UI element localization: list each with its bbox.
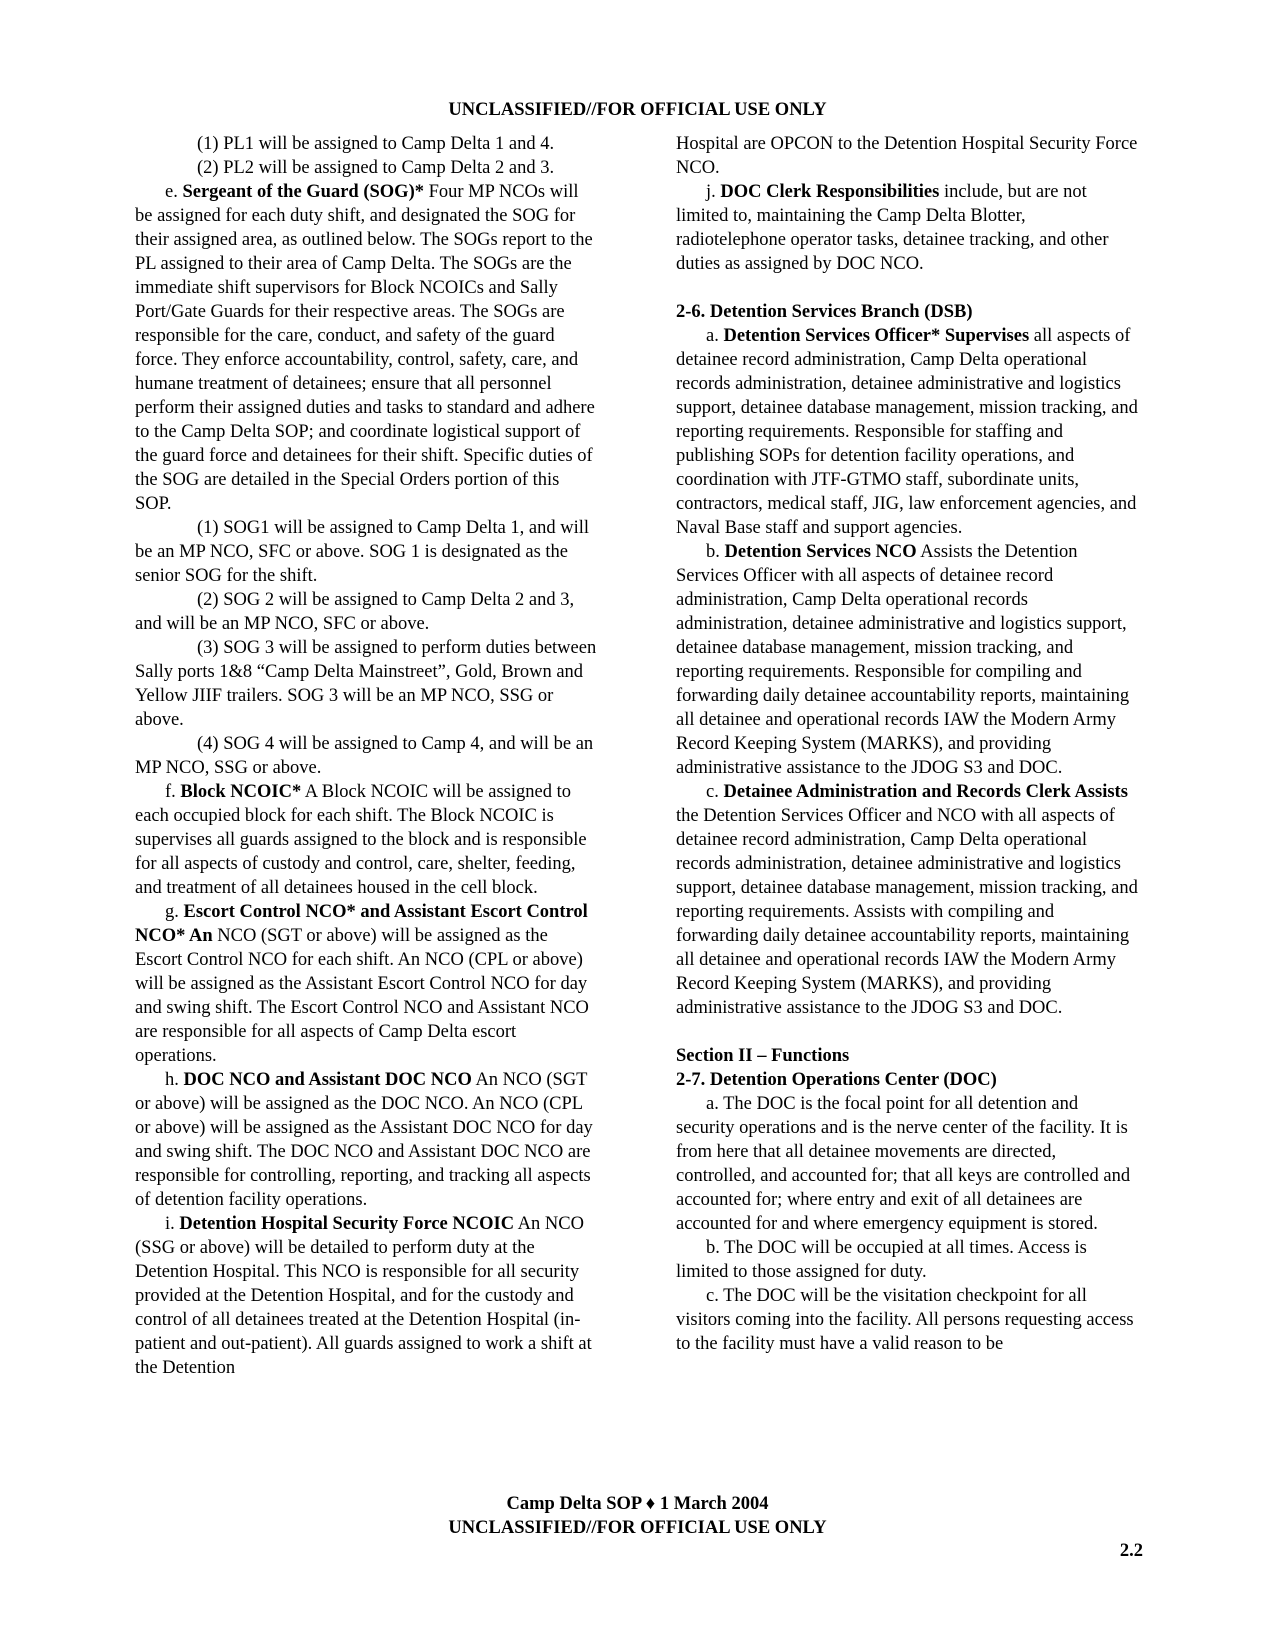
right-column [676,132,1140,1356]
item-title: Detainee Administration and Records Clerk Assists [723,782,1128,802]
item-text: Assists the Detention Services Officer with all aspects of detainee record administration, Camp Delta operational records administration, detainee administrative and logistics support, detainee database management, mission tracking, and reporting requirements. Responsible for compiling and forwarding daily detainee accountability reports, maintaining all detainee and operational records IAW the Modern Army Record Keeping System (MARKS), and providing administrative assistance to the JDOG S3 and DOC. [676,542,1130,778]
item-text: An NCO (SGT or above) will be assigned as the DOC NCO. An NCO (CPL or above) will be assigned as the Assistant DOC NCO for day and swing shift. The DOC NCO and Assistant DOC NCO are responsible for controlling, reporting, and tracking all aspects of detention facility operations. [135,1070,593,1210]
footer-classification: UNCLASSIFIED//FOR OFFICIAL USE ONLY [448,1518,827,1538]
paragraph-e2: (2) SOG 2 will be assigned to Camp Delta 2 and 3, and will be an MP NCO, SFC or above. [135,590,575,634]
item-title: Sergeant of the Guard (SOG)* [182,182,424,202]
item-title: Detention Hospital Security Force NCOIC [179,1214,515,1234]
paragraph-g [135,900,599,1068]
footer [0,1492,1275,1540]
paragraph-e3: (3) SOG 3 will be assigned to perform duties between Sally ports 1&8 “Camp Delta Mainstreet”, Gold, Brown and Yellow JIIF trailers. SOG 3 will be an MP NCO, SSG or above. [135,638,597,730]
item-title: Detention Services NCO [724,542,917,562]
item-title: Block NCOIC* [180,782,302,802]
paragraph-j [676,180,1140,276]
item-label: h. [165,1070,179,1090]
item-text: An NCO (SSG or above) will be detailed to perform duty at the Detention Hospital. This NCO is responsible for all security provided at the Detention Hospital, and for the custody and control of all detainees treated at the Detention Hospital (in-patient and out-patient). All guards assigned to work a shift at the Detention [135,1214,592,1378]
item-text: the Detention Services Officer and NCO with all aspects of detainee record administration, Camp Delta operational records administration, detainee administrative and logistics support, detainee database management, mission tracking, and reporting requirements. Assists with compiling and forwarding daily detainee accountability reports, maintaining all detainee and operational records IAW the Modern Army Record Keeping System (MARKS), and providing administrative assistance to the JDOG S3 and DOC. [676,806,1138,1018]
item-label: g. [165,902,179,922]
paragraph-e4: (4) SOG 4 will be assigned to Camp 4, and will be an MP NCO, SSG or above. [135,734,594,778]
item-label: f. [165,782,176,802]
paragraph-d1: (1) PL1 will be assigned to Camp Delta 1 and 4. [197,134,555,154]
item-label: a. [706,326,719,346]
item-title: DOC NCO and Assistant DOC NCO [183,1070,472,1090]
paragraph-i-continued: Hospital are OPCON to the Detention Hospital Security Force NCO. [676,134,1138,178]
section-heading-2-6: 2-6. Detention Services Branch (DSB) [676,302,973,322]
header-classification: UNCLASSIFIED//FOR OFFICIAL USE ONLY [448,100,827,120]
left-column [135,132,599,1380]
section-heading-2-7: 2-7. Detention Operations Center (DOC) [676,1070,997,1090]
spacer [676,276,1140,300]
item-title: Escort Control NCO* and Assistant Escort Control NCO* An [135,902,588,946]
paragraph-2-7b: b. The DOC will be occupied at all times. Access is limited to those assigned for duty. [676,1238,1087,1282]
footer-title: Camp Delta SOP ♦ 1 March 2004 [506,1494,769,1514]
paragraph-2-7c: c. The DOC will be the visitation checkpoint for all visitors coming into the facility. All persons requesting access to the facility must have a valid reason to be [676,1286,1134,1354]
paragraph-e1: (1) SOG1 will be assigned to Camp Delta 1, and will be an MP NCO, SFC or above. SOG 1 is designated as the senior SOG for the shift. [135,518,590,586]
item-title: DOC Clerk Responsibilities [720,182,940,202]
paragraph-c [676,780,1140,1020]
paragraph-h [135,1068,599,1212]
paragraph-e [135,180,599,516]
paragraph-a [676,324,1140,540]
item-label: i. [165,1214,175,1234]
paragraph-2-7a: a. The DOC is the focal point for all detention and security operations and is the nerve center of the facility. It is from here that all detainee movements are directed, controlled, and accounted for; that all keys are controlled and accounted for; where entry and exit of all detainees are accounted for and where emergency equipment is stored. [676,1094,1131,1234]
paragraph-i [135,1212,599,1380]
item-title: Detention Services Officer* Supervises [723,326,1030,346]
item-label: e. [165,182,178,202]
paragraph-b [676,540,1140,780]
item-text: Four MP NCOs will be assigned for each duty shift, and designated the SOG for their assigned area, as outlined below. The SOGs report to the PL assigned to their area of Camp Delta. The SOGs are the immediate shift supervisors for Block NCOICs and Sally Port/Gate Guards for their respective areas. The SOGs are responsible for the care, conduct, and safety of the guard force. They enforce accountability, control, safety, care, and humane treatment of detainees; ensure that all personnel perform their assigned duties and tasks to standard and adhere to the Camp Delta SOP; and coordinate logistical support of the guard force and detainees for their shift. Specific duties of the SOG are detailed in the Special Orders portion of this SOP. [135,182,595,514]
paragraph-f [135,780,599,900]
section-heading-section-ii: Section II – Functions [676,1046,850,1066]
item-label: c. [706,782,719,802]
spacer [676,1020,1140,1044]
item-label: b. [706,542,720,562]
item-text: include, but are not limited to, maintaining the Camp Delta Blotter, radiotelephone operator tasks, detainee tracking, and other duties as assigned by DOC NCO. [676,182,1109,274]
item-text: A Block NCOIC will be assigned to each occupied block for each shift. The Block NCOIC is supervises all guards assigned to the block and is responsible for all aspects of custody and control, care, shelter, feeding, and treatment of all detainees housed in the cell block. [135,782,587,898]
item-label: j. [706,182,716,202]
item-text: NCO (SGT or above) will be assigned as the Escort Control NCO for each shift. An NCO (CPL or above) will be assigned as the Assistant Escort Control NCO for day and swing shift. The Escort Control NCO and Assistant NCO are responsible for all aspects of Camp Delta escort operations. [135,926,589,1066]
page-number: 2.2 [1119,1541,1143,1561]
paragraph-d2: (2) PL2 will be assigned to Camp Delta 2 and 3. [197,158,555,178]
item-text: all aspects of detainee record administration, Camp Delta operational records administration, detainee administrative and logistics support, detainee database management, mission tracking, and reporting requirements. Responsible for staffing and publishing SOPs for detention facility operations, and coordination with JTF-GTMO staff, subordinate units, contractors, medical staff, JIG, law enforcement agencies, and Naval Base staff and support agencies. [676,326,1138,538]
